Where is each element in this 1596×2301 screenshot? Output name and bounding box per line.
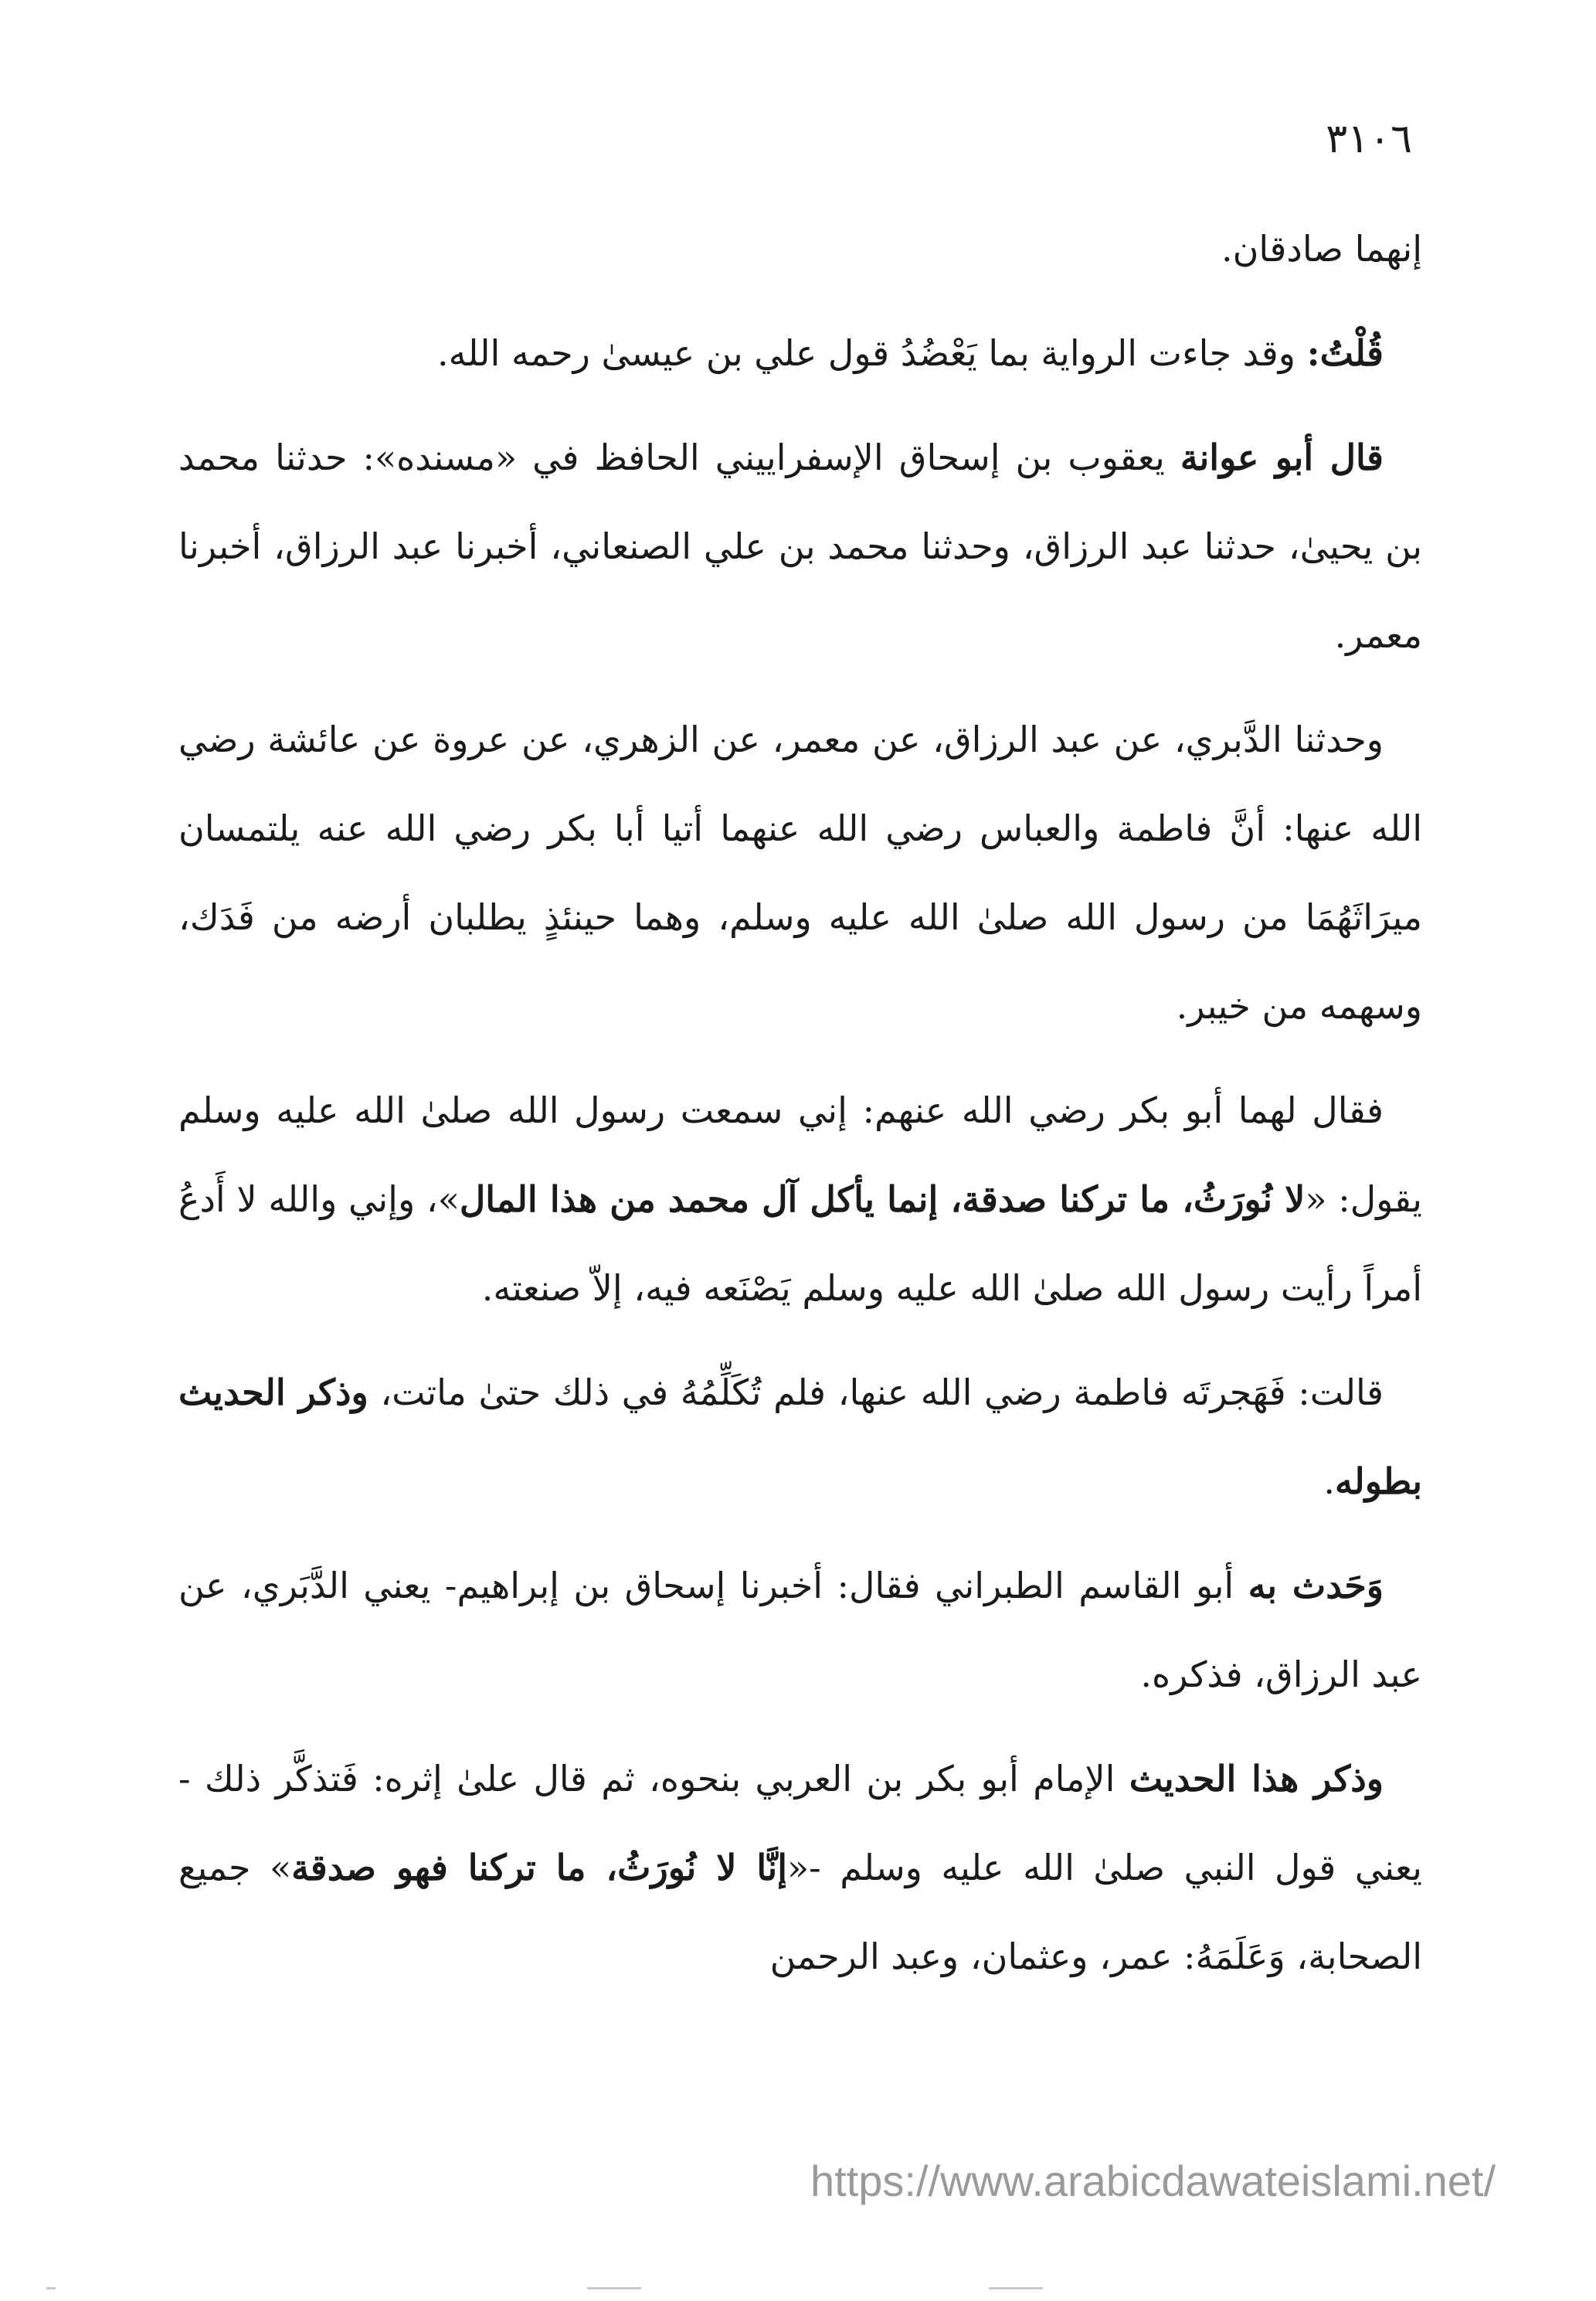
- text-run: أبو القاسم الطبراني فقال: أخبرنا إسحاق بن إبراهيم- يعني الدَّبَري، عن عبد الرزاق، فذكره.: [178, 1565, 1422, 1695]
- text-run: وقد جاءت الرواية بما يَعْضُدُ قول علي بن عيسىٰ رحمه الله.: [437, 332, 1307, 374]
- text-run: فقال لهما أبو بكر رضي الله عنهم: إني سمعت رسول الله صلىٰ الله عليه وسلم يقول: «: [178, 1089, 1422, 1220]
- body-text: [178, 205, 1422, 2017]
- paragraph-1: [178, 205, 1422, 294]
- paragraph-3: [178, 413, 1422, 680]
- text-run: الإمام أبو بكر بن العربي بنحوه، ثم قال علىٰ إثره: فَتذكَّر ذلك - يعني قول النبي صلىٰ الله عليه وسلم -«: [178, 1758, 1422, 1888]
- paragraph-6: [178, 1348, 1422, 1526]
- paragraph-5: [178, 1066, 1422, 1333]
- text-run: وحدثنا الدَّبري، عن عبد الرزاق، عن معمر، عن الزهري، عن عروة عن عائشة رضي الله عنها: أنَّ فاطمة والعباس رضي الله عنهما أتيا أبا بكر رضي الله عنه يلتمسان ميرَاثَهُمَا من رسول الله صلىٰ الله عليه وسلم، وهما حينئذٍ يطلبان أرضه من فَدَك، وسهمه من خيبر.: [178, 719, 1422, 1027]
- hadith-quote: لا نُورَثُ، ما تركنا صدقة، إنما يأكل آل محمد من هذا المال: [459, 1178, 1306, 1220]
- hadith-quote: إنَّا لا نُورَثُ، ما تركنا فهو صدقة: [291, 1847, 787, 1888]
- text-run-bold: قُلْتُ:: [1306, 332, 1384, 374]
- bottom-edge-mark: [46, 2287, 56, 2289]
- text-run: »، وإني والله لا أَدعُ أمراً رأيت رسول الله صلىٰ الله عليه وسلم يَصْنَعه فيه، إلاّ صنعته.: [178, 1178, 1422, 1309]
- text-run-bold: وذكر هذا الحديث: [1129, 1758, 1384, 1800]
- text-run-bold: وذكر الحديث بطوله: [178, 1371, 1422, 1502]
- text-run: .: [1323, 1460, 1336, 1502]
- bottom-edge-mark: [989, 2287, 1043, 2289]
- text-run: يعقوب بن إسحاق الإسفراييني الحافظ في «مسنده»: حدثنا محمد بن يحيىٰ، حدثنا عبد الرزاق، وحدثنا محمد بن علي الصنعاني، أخبرنا عبد الرزاق، أخبرنا معمر.: [178, 437, 1422, 656]
- paragraph-8: [178, 1735, 1422, 2001]
- paragraph-7: [178, 1541, 1422, 1719]
- text-run-bold: وَحَدث به: [1248, 1565, 1384, 1606]
- text-run: قالت: فَهَجرتَه فاطمة رضي الله عنها، فلم تُكَلِّمُهُ في ذلك حتىٰ ماتت،: [368, 1371, 1384, 1413]
- source-url-watermark: https://www.arabicdawateislami.net/: [810, 2157, 1496, 2205]
- bottom-edge-mark: [587, 2287, 641, 2289]
- text-run-bold: قال أبو عوانة: [1180, 437, 1384, 478]
- text-run: » جميع الصحابة، وَعَلَمَهُ: عمر، وعثمان، وعبد الرحمن: [178, 1847, 1422, 1977]
- paragraph-4: [178, 695, 1422, 1051]
- text-run: إنهما صادقان.: [1221, 228, 1422, 270]
- page-number: ٣١٠٦: [1326, 116, 1412, 162]
- paragraph-2: [178, 309, 1422, 398]
